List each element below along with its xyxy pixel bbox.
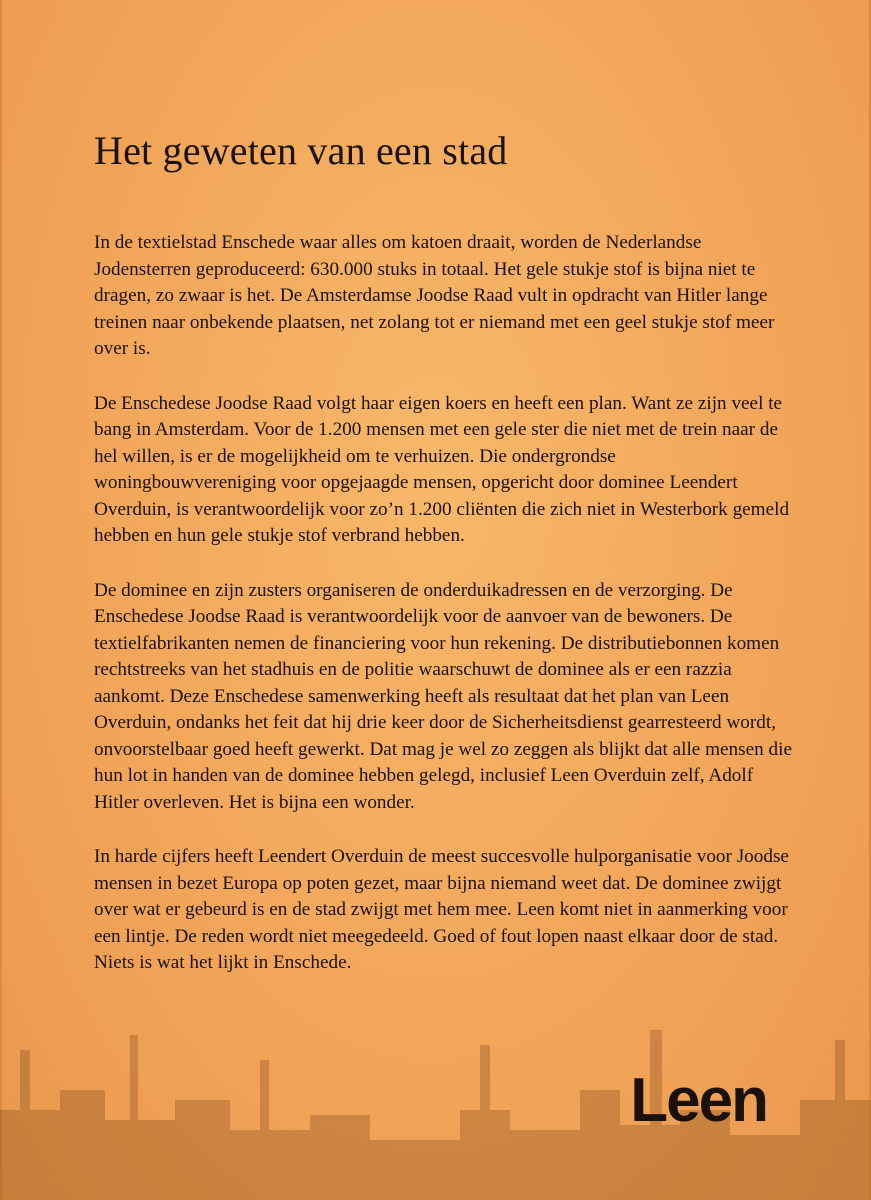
paragraph-2: De Enschedese Joodse Raad volgt haar eigen koers en heeft een plan. Want ze zijn veel te bang in Amsterdam. Voor de 1.200 mensen met een gele ster die niet met de trein naar de hel willen, is er de mogelijkheid om te verhuizen. Die ondergrondse woningbouwvereniging voor opgejaagde mensen, opgericht door dominee Leendert Overduin, is verantwoordelijk voor zo’n 1.200 cliënten die zich niet in Westerbork gemeld hebben en hun gele stukje stof verbrand hebben. xyxy=(94,392,790,546)
page-title: Het geweten van een stad xyxy=(94,128,508,173)
paragraph-3: De dominee en zijn zusters organiseren de onderduikadressen en de verzorging. De Enschedese Joodse Raad is verantwoordelijk voor de aanvoer van de bewoners. De textielfabrikanten nemen de financiering voor hun rekening. De distributiebonnen komen rechtstreeks van het stadhuis en de politie waarschuwt de dominee als er een razzia aankomt. Deze Enschedese samenwerking heeft als resultaat dat het plan van Leen Overduin, ondanks het feit dat hij drie keer door de Sicherheitsdienst gearresteerd wordt, onvoorstelbaar goed heeft gewerkt. Dat mag je wel zo zeggen als blijkt dat alle mensen die hun lot in handen van de dominee hebben gelegd, inclusief Leen Overduin zelf, Adolf Hitler overleven. Het is bijna een wonder. xyxy=(94,579,792,813)
article xyxy=(94,128,794,1005)
paragraph-1: In de textielstad Enschede waar alles om katoen draait, worden de Nederlandse Jodensterren geproduceerd: 630.000 stuks in totaal. Het gele stukje stof is bijna niet te dragen, zo zwaar is het. De Amsterdamse Joodse Raad vult in opdracht van Hitler lange treinen naar onbekende plaatsen, net zolang tot er niemand met een geel stukje stof meer over is. xyxy=(94,232,775,359)
paragraph-4: In harde cijfers heeft Leendert Overduin de meest succesvolle hulporganisatie voor Joodse mensen in bezet Europa op poten gezet, maar bijna niemand weet dat. De dominee zwijgt over wat er gebeurd is en de stad zwijgt met hem mee. Leen komt niet in aanmerking voor een lintje. De reden wordt niet meegedeeld. Goed of fout lopen naast elkaar door de stad. Niets is wat het lijkt in Enschede. xyxy=(94,846,789,973)
leen-logo: Leen xyxy=(630,1066,767,1135)
